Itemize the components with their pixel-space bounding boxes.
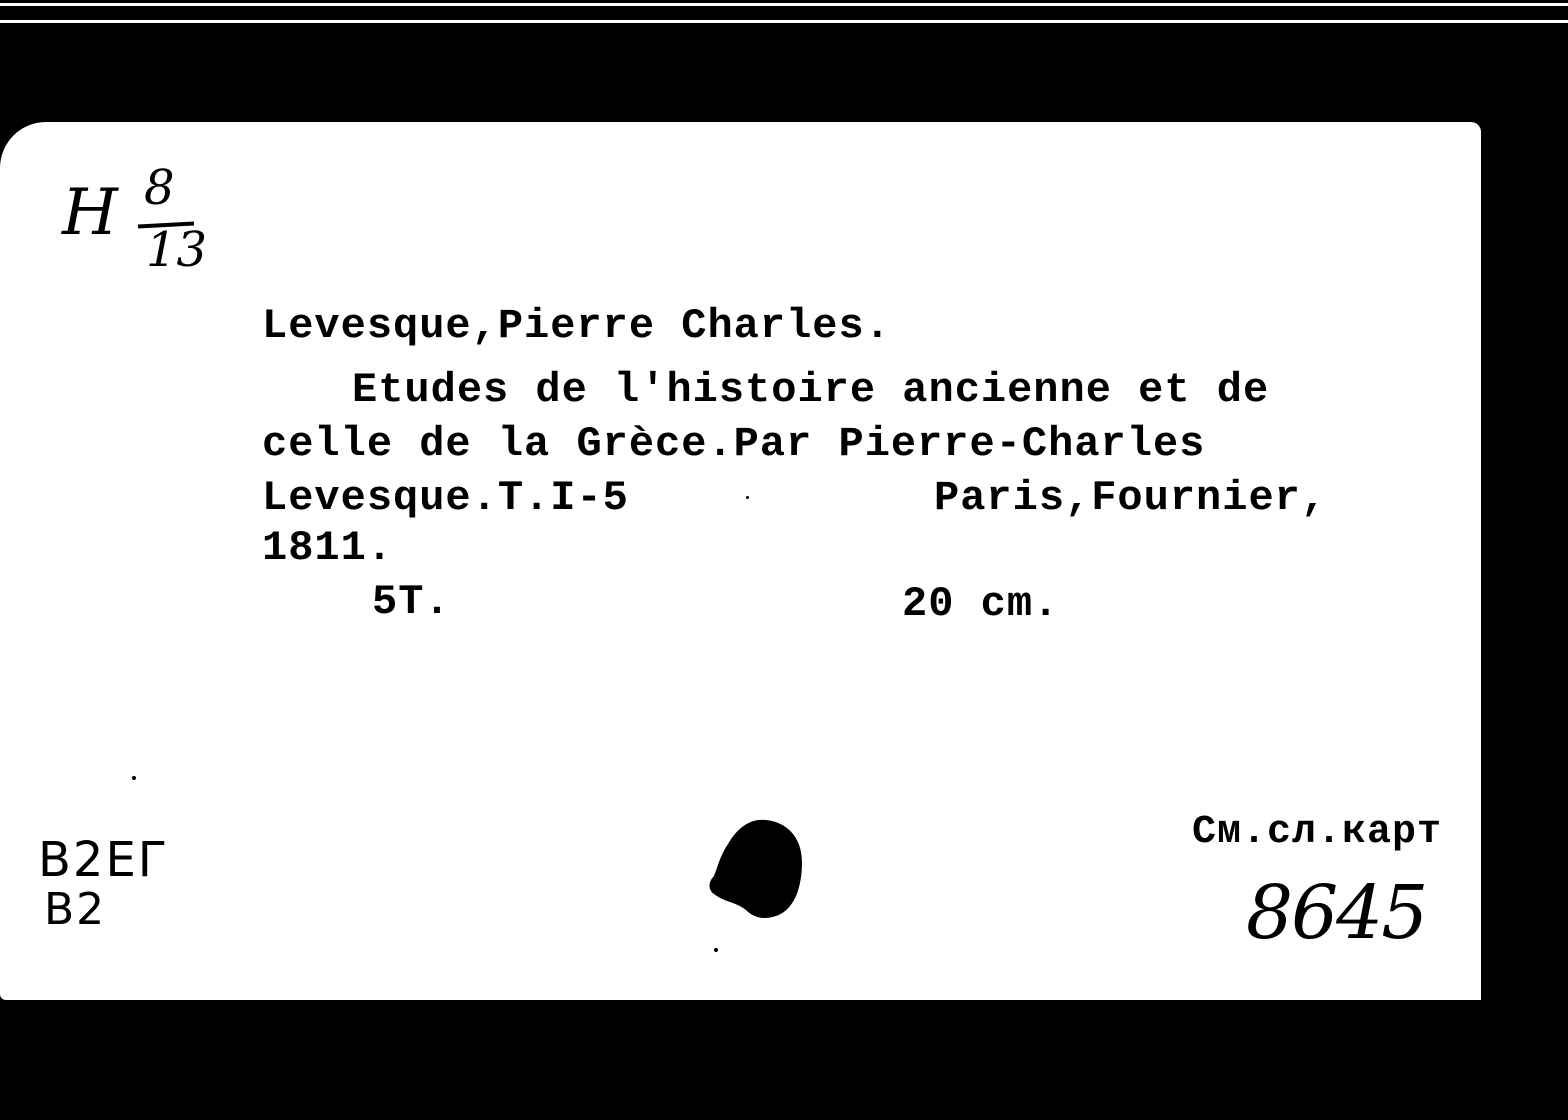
volume-count: 5T.: [372, 578, 451, 626]
author-heading: Levesque,Pierre Charles.: [262, 302, 891, 350]
physical-size: 20 cm.: [902, 580, 1060, 628]
call-number-denominator: 13: [146, 222, 208, 278]
title-line-2: celle de la Grèce.Par Pierre-Charles: [262, 420, 1206, 468]
imprint-right: Paris,Fournier,: [934, 474, 1328, 522]
see-next-card-note: См.сл.карт: [1192, 810, 1443, 855]
call-number-main: Н: [62, 176, 118, 250]
inventory-number: 8645: [1246, 870, 1427, 956]
shelf-code-secondary: В2: [44, 884, 107, 935]
catalog-card: [0, 122, 1481, 1000]
call-number: [62, 160, 208, 280]
imprint-left: Levesque.T.I-5: [262, 474, 629, 522]
punch-hole: [706, 818, 804, 922]
shelf-code-primary: В2ЕГ: [38, 832, 170, 888]
title-line-1: Etudes de l'histoire ancienne et de: [352, 366, 1270, 414]
dust-speck: [714, 948, 718, 952]
dust-speck: [746, 496, 749, 499]
call-number-numerator: 8: [144, 160, 175, 216]
dust-speck: [132, 776, 136, 780]
top-border-line: [0, 3, 1568, 6]
top-border-line: [0, 20, 1568, 23]
publication-year: 1811.: [262, 524, 394, 572]
